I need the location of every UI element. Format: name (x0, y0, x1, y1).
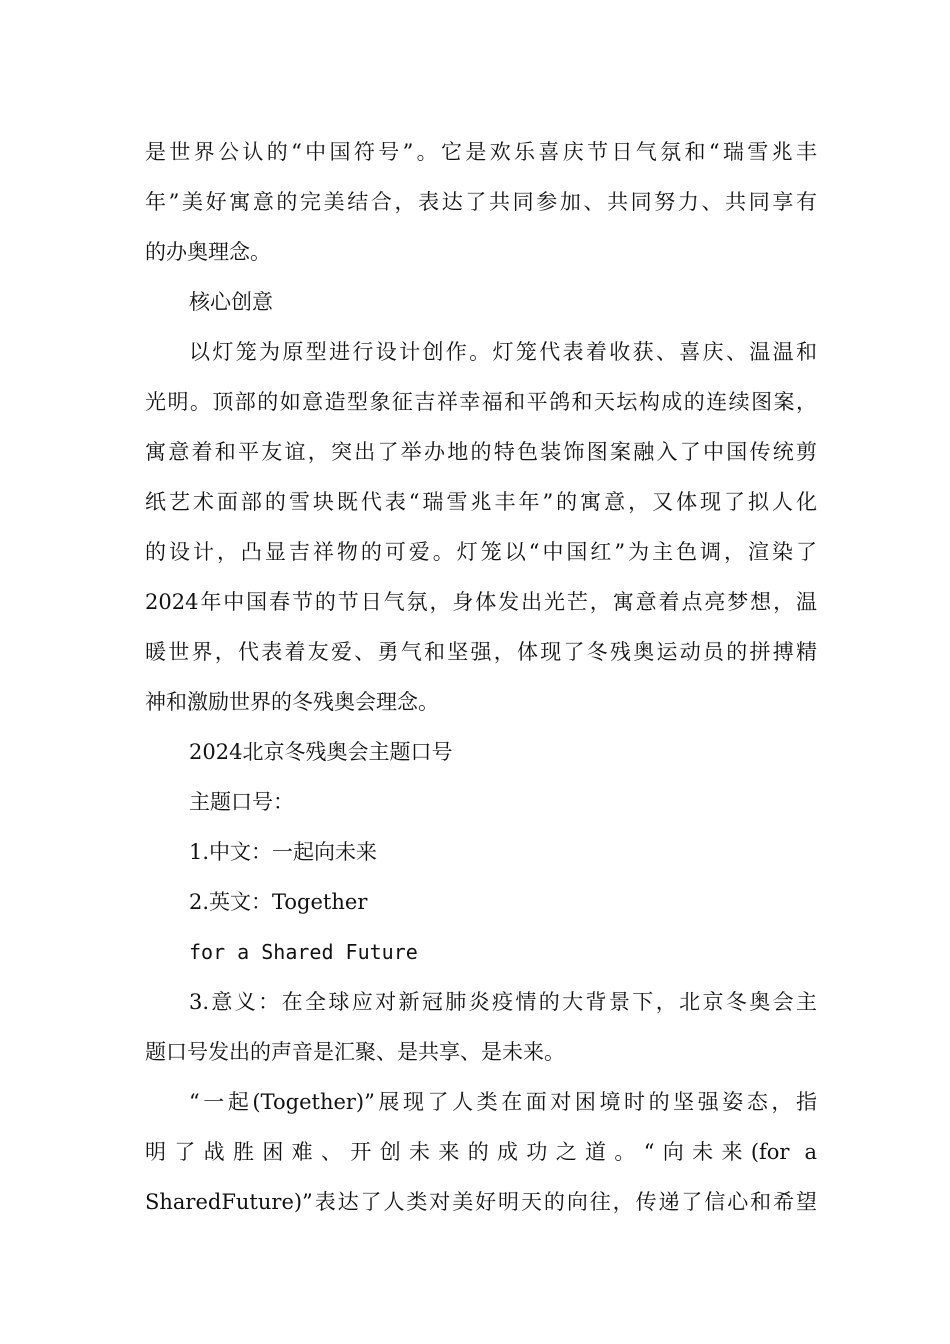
paragraph-line: 以灯笼为原型进行设计创作。灯笼代表着收获、喜庆、温温和 (189, 340, 817, 364)
section-heading: 主题口号： (189, 790, 294, 814)
paragraph-line: 神和激励世界的冬残奥会理念。 (145, 690, 439, 714)
paragraph-line: 光明。顶部的如意造型象征吉祥幸福和平鸽和天坛构成的连续图案， (145, 390, 817, 414)
paragraph-line: 的办奥理念。 (145, 240, 271, 264)
document-page (145, 127, 817, 1227)
paragraph-line: 的设计，凸显吉祥物的可爱。灯笼以“中国红”为主色调，渲染了 (145, 540, 817, 564)
paragraph-line: 纸艺术面部的雪块既代表“瑞雪兆丰年”的寓意，又体现了拟人化 (145, 490, 817, 514)
list-item: 2.英文：Together (189, 890, 368, 914)
paragraph-line: 题口号发出的声音是汇聚、是共享、是未来。 (145, 1040, 565, 1064)
list-item: 1.中文：一起向未来 (189, 840, 378, 864)
paragraph-line: “一起(Together)”展现了人类在面对困境时的坚强姿态，指 (189, 1090, 817, 1114)
section-heading: 核心创意 (189, 290, 273, 314)
paragraph-line: SharedFuture)”表达了人类对美好明天的向往，传递了信心和希望 (145, 1190, 817, 1214)
list-item: 3.意义：在全球应对新冠肺炎疫情的大背景下，北京冬奥会主 (189, 990, 817, 1014)
paragraph-line: 2024年中国春节的节日气氛，身体发出光芒，寓意着点亮梦想，温 (145, 590, 817, 614)
paragraph-line: 寓意着和平友谊，突出了举办地的特色装饰图案融入了中国传统剪 (145, 440, 817, 464)
section-heading: 2024北京冬残奥会主题口号 (189, 740, 453, 764)
paragraph-line: 暖世界，代表着友爱、勇气和坚强，体现了冬残奥运动员的拼搏精 (145, 640, 817, 664)
paragraph-line: 年”美好寓意的完美结合，表达了共同参加、共同努力、共同享有 (145, 190, 817, 214)
paragraph-line: 明了战胜困难、开创未来的成功之道。“向未来(for a (145, 1140, 817, 1164)
list-item-continuation: for a Shared Future (189, 940, 418, 964)
paragraph-line: 是世界公认的“中国符号”。它是欢乐喜庆节日气氛和“瑞雪兆丰 (145, 140, 817, 164)
